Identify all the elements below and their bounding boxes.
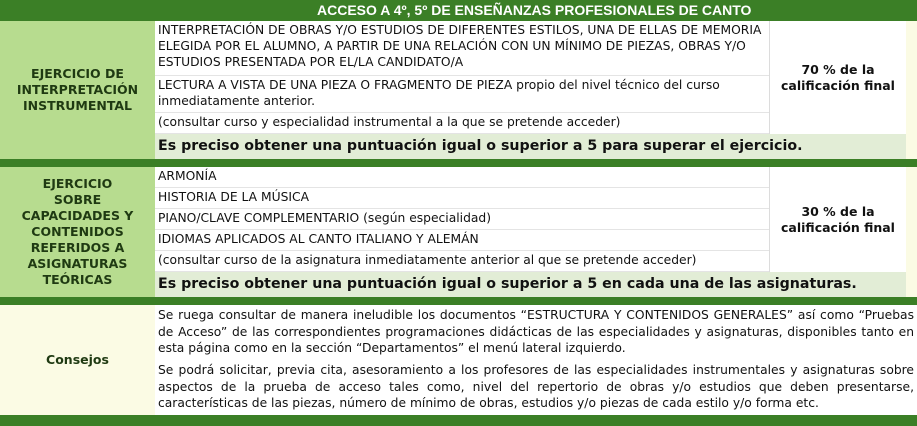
row-historia: HISTORIA DE LA MÚSICA bbox=[155, 188, 769, 209]
note-teoricas: Es preciso obtener una puntuación igual o superior a 5 en cada una de las asignaturas. bbox=[155, 272, 906, 297]
weight-interpretacion: 70 % de la calificación final bbox=[769, 21, 906, 134]
right-margin bbox=[906, 167, 917, 297]
section-label-teoricas: EJERCICIO SOBRE CAPACIDADES Y CONTENIDOS REFERIDOS A ASIGNATURAS TEÓRICAS bbox=[0, 167, 155, 297]
note-interpretacion: Es preciso obtener una puntuación igual o superior a 5 para superar el ejercicio. bbox=[155, 134, 906, 159]
consejo-paragraph-1: Se ruega consultar de manera ineludible los documentos “ESTRUCTURA Y CONTENIDOS GENERALES” así como “Pruebas de Acceso” de las correspondientes programaciones didácticas de las especialidades y asignaturas, disponibles tanto en esta página como en la sección “Departamentos” el menú lateral izquierdo. bbox=[155, 307, 917, 360]
row-interpretacion-obras: INTERPRETACIÓN DE OBRAS Y/O ESTUDIOS DE DIFERENTES ESTILOS, UNA DE ELLAS DE MEMORIA ELEGIDA POR EL ALUMNO, A PARTIR DE UNA RELACIÓN CON UN MÍNIMO DE PIEZAS, OBRAS Y/O ESTUDIOS PRESENTADA POR EL/LA CANDIDATO/A bbox=[155, 21, 769, 76]
row-idiomas: IDIOMAS APLICADOS AL CANTO ITALIANO Y ALEMÁN bbox=[155, 230, 769, 251]
row-armonia: ARMONÍA bbox=[155, 167, 769, 188]
section-label-interpretacion: EJERCICIO DE INTERPRETACIÓN INSTRUMENTAL bbox=[0, 21, 155, 159]
row-consultar-asignatura: (consultar curso de la asignatura inmediatamente anterior al que se pretende acceder) bbox=[155, 251, 769, 272]
right-margin bbox=[906, 21, 917, 159]
footer-bar bbox=[0, 415, 917, 426]
row-lectura-vista: LECTURA A VISTA DE UNA PIEZA O FRAGMENTO DE PIEZA propio del nivel técnico del curso inmediatamente anterior. bbox=[155, 76, 769, 113]
separator-bar bbox=[0, 159, 917, 167]
separator-bar bbox=[0, 297, 917, 305]
section-label-consejos: Consejos bbox=[0, 305, 155, 415]
weight-teoricas: 30 % de la calificación final bbox=[769, 167, 906, 272]
row-consultar-curso: (consultar curso y especialidad instrumental a la que se pretende acceder) bbox=[155, 113, 769, 134]
row-piano: PIANO/CLAVE COMPLEMENTARIO (según especialidad) bbox=[155, 209, 769, 230]
consejo-paragraph-2: Se podrá solicitar, previa cita, asesoramiento a los profesores de las especialidades instrumentales y asignaturas sobre aspectos de la prueba de acceso tales como, nivel del repertorio de obras y/o estudios que deben presentarse, características de las piezas, número de mínimo de obras, estudios y/o piezas de cada estilo y/o forma etc. bbox=[155, 362, 917, 415]
table-title: ACCESO A 4º, 5º DE ENSEÑANZAS PROFESIONALES DE CANTO bbox=[155, 0, 917, 21]
